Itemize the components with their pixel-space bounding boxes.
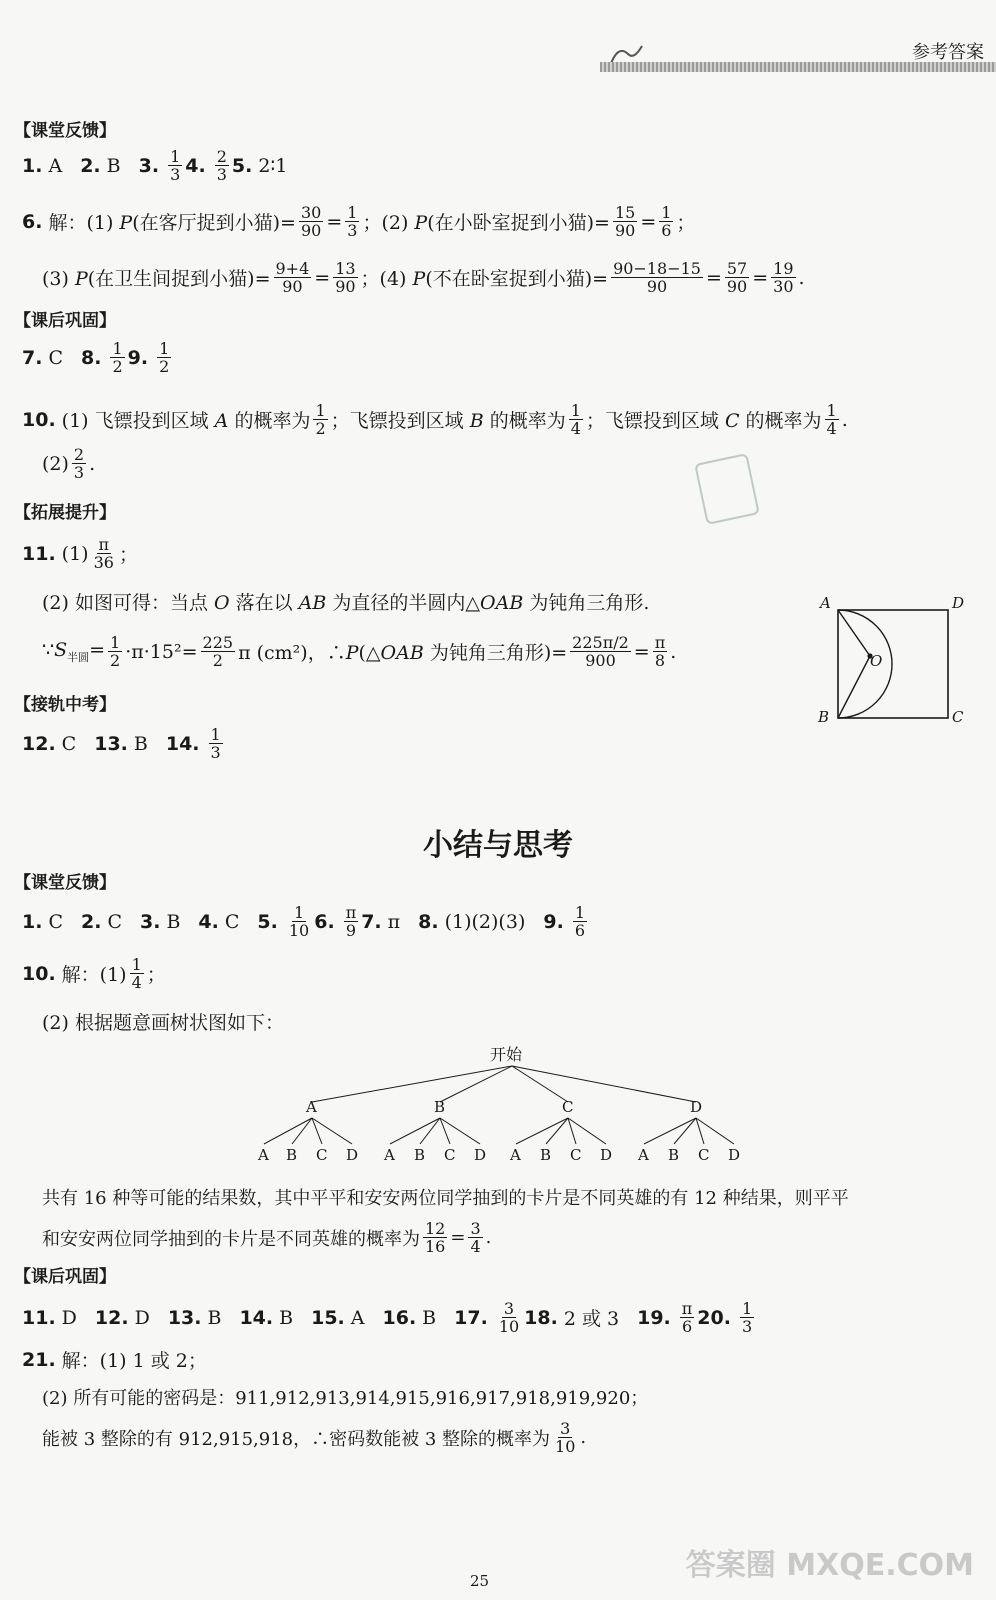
figure-label-C: C bbox=[952, 708, 964, 726]
section-heading: 【课后巩固】 bbox=[14, 1267, 116, 1287]
tree-leaf: A bbox=[510, 1146, 521, 1164]
tree-leaf: D bbox=[346, 1146, 359, 1164]
figure-label-O: O bbox=[870, 652, 883, 670]
page-number: 25 bbox=[470, 1572, 490, 1590]
tree-leaf: B bbox=[668, 1146, 680, 1164]
answer-line-p10d: 和安安两位同学抽到的卡片是不同英雄的概率为 $\frac{12}{16}$ = $\frac{3}{4}$ . bbox=[42, 1219, 492, 1256]
answer-line-6a: 6. 解：(1) P(在客厅捉到小猫)= $\frac{30}{90}$ = $\frac{1}{3}$ ；(2) P(在小卧室捉到小猫)= $\frac{15}{90}$ = $\frac{1}{6}$ ； bbox=[22, 203, 696, 240]
part-title: 小结与思考 bbox=[423, 828, 573, 863]
watermark: 答案圈 MXQE.COM bbox=[685, 1548, 974, 1583]
section-heading: 【课堂反馈】 bbox=[14, 873, 116, 893]
answer-line-11c: $\because S_{半圆}=$ $\frac{1}{2}$ ·π·15²= $\frac{225}{2}$ π (cm²)，∴P(△OAB 为钝角三角形)= $\frac{225\pi/2}{900}$ = $\frac{\pi}{8}$ . bbox=[42, 633, 677, 670]
tree-leaf: D bbox=[728, 1146, 741, 1164]
answer-line-p21b: (2) 所有可能的密码是：911,912,913,914,915,916,917,918,919,920； bbox=[42, 1388, 649, 1409]
header-title: 参考答案 bbox=[912, 42, 984, 63]
tree-leaf: A bbox=[384, 1146, 395, 1164]
tree-leaf: D bbox=[474, 1146, 487, 1164]
tree-leaf: B bbox=[286, 1146, 298, 1164]
answer-line-10b: (2) $\frac{2}{3}$ . bbox=[42, 445, 96, 482]
answer-line-p10a: 10. 解：(1) $\frac{1}{4}$ ； bbox=[22, 955, 166, 992]
answer-line-10a: 10. (1) 飞镖投到区域 A 的概率为 $\frac{1}{2}$ ；飞镖投到区域 B 的概率为 $\frac{1}{4}$ ；飞镖投到区域 C 的概率为 $\frac{1}{4}$ . bbox=[22, 401, 848, 438]
tree-leaf: C bbox=[698, 1146, 710, 1164]
answer-line-11a: 11. (1) $\frac{\pi}{36}$ ； bbox=[22, 535, 138, 572]
tree-leaf: B bbox=[540, 1146, 552, 1164]
tree-leaf: B bbox=[414, 1146, 426, 1164]
tree-node: C bbox=[562, 1098, 574, 1116]
tree-leaf: A bbox=[258, 1146, 269, 1164]
answer-line-6b: (3) P(在卫生间捉到小猫)= $\frac{9+4}{90}$ = $\frac{13}{90}$ ；(4) P(不在卧室捉到小猫)= $\frac{90-18-15}{90}$ = $\frac{57}{90}$ = $\frac{19}{30}$ . bbox=[42, 259, 805, 296]
section-heading: 【接轨中考】 bbox=[14, 695, 116, 715]
answer-line-11b: (2) 如图可得：当点 O 落在以 AB 为直径的半圆内△OAB 为钝角三角形. bbox=[42, 592, 650, 614]
answer-line-1: 1. A 2. B 3. $\frac{1}{3}$ 4. $\frac{2}{3}$ 5. 2∶1 bbox=[22, 147, 288, 184]
tree-root: 开始 bbox=[490, 1045, 523, 1064]
answer-line-p1: 1. C 2. C 3. B 4. C 5. $\frac{1}{10}$ 6. $\frac{\pi}{9}$ 7. π 8. (1)(2)(3) 9. $\frac{1}{6}$ bbox=[22, 903, 585, 940]
tree-leaf: C bbox=[316, 1146, 328, 1164]
tree-leaf: C bbox=[570, 1146, 582, 1164]
figure-label-D: D bbox=[952, 594, 965, 612]
section-heading: 【拓展提升】 bbox=[14, 503, 116, 523]
answer-line-p10b: (2) 根据题意画树状图如下： bbox=[42, 1012, 284, 1034]
geometry-figure bbox=[830, 608, 970, 733]
figure-label-B: B bbox=[818, 708, 830, 726]
tree-leaf: D bbox=[600, 1146, 613, 1164]
answer-line-12: 12. C 13. B 14. $\frac{1}{3}$ bbox=[22, 725, 221, 762]
answer-line-p10c: 共有 16 种等可能的结果数，其中平平和安安两位同学抽到的卡片是不同英雄的有 12 种结果，则平平 bbox=[42, 1188, 849, 1209]
tree-node: B bbox=[434, 1098, 446, 1116]
tree-leaf: C bbox=[444, 1146, 456, 1164]
answer-line-p11: 11. D 12. D 13. B 14. B 15. A 16. B 17. $\frac{3}{10}$ 18. 2 或 3 19. $\frac{\pi}{6}$ 20. $\frac{1}{3}$ bbox=[22, 1299, 753, 1336]
stamp-icon bbox=[694, 453, 760, 525]
answer-line-7: 7. C 8. $\frac{1}{2}$ 9. $\frac{1}{2}$ bbox=[22, 339, 170, 376]
answer-line-p21c: 能被 3 整除的有 912,915,918，∴密码数能被 3 整除的概率为 $\frac{3}{10}$ . bbox=[42, 1419, 587, 1456]
answer-line-p21a: 21. 解：(1) 1 或 2； bbox=[22, 1348, 207, 1372]
tree-leaf: A bbox=[638, 1146, 649, 1164]
section-heading: 【课堂反馈】 bbox=[14, 121, 116, 141]
section-heading: 【课后巩固】 bbox=[14, 311, 116, 331]
figure-label-A: A bbox=[820, 594, 831, 612]
tree-diagram bbox=[250, 1060, 770, 1185]
tree-node: D bbox=[690, 1098, 703, 1116]
tree-node: A bbox=[306, 1098, 317, 1116]
